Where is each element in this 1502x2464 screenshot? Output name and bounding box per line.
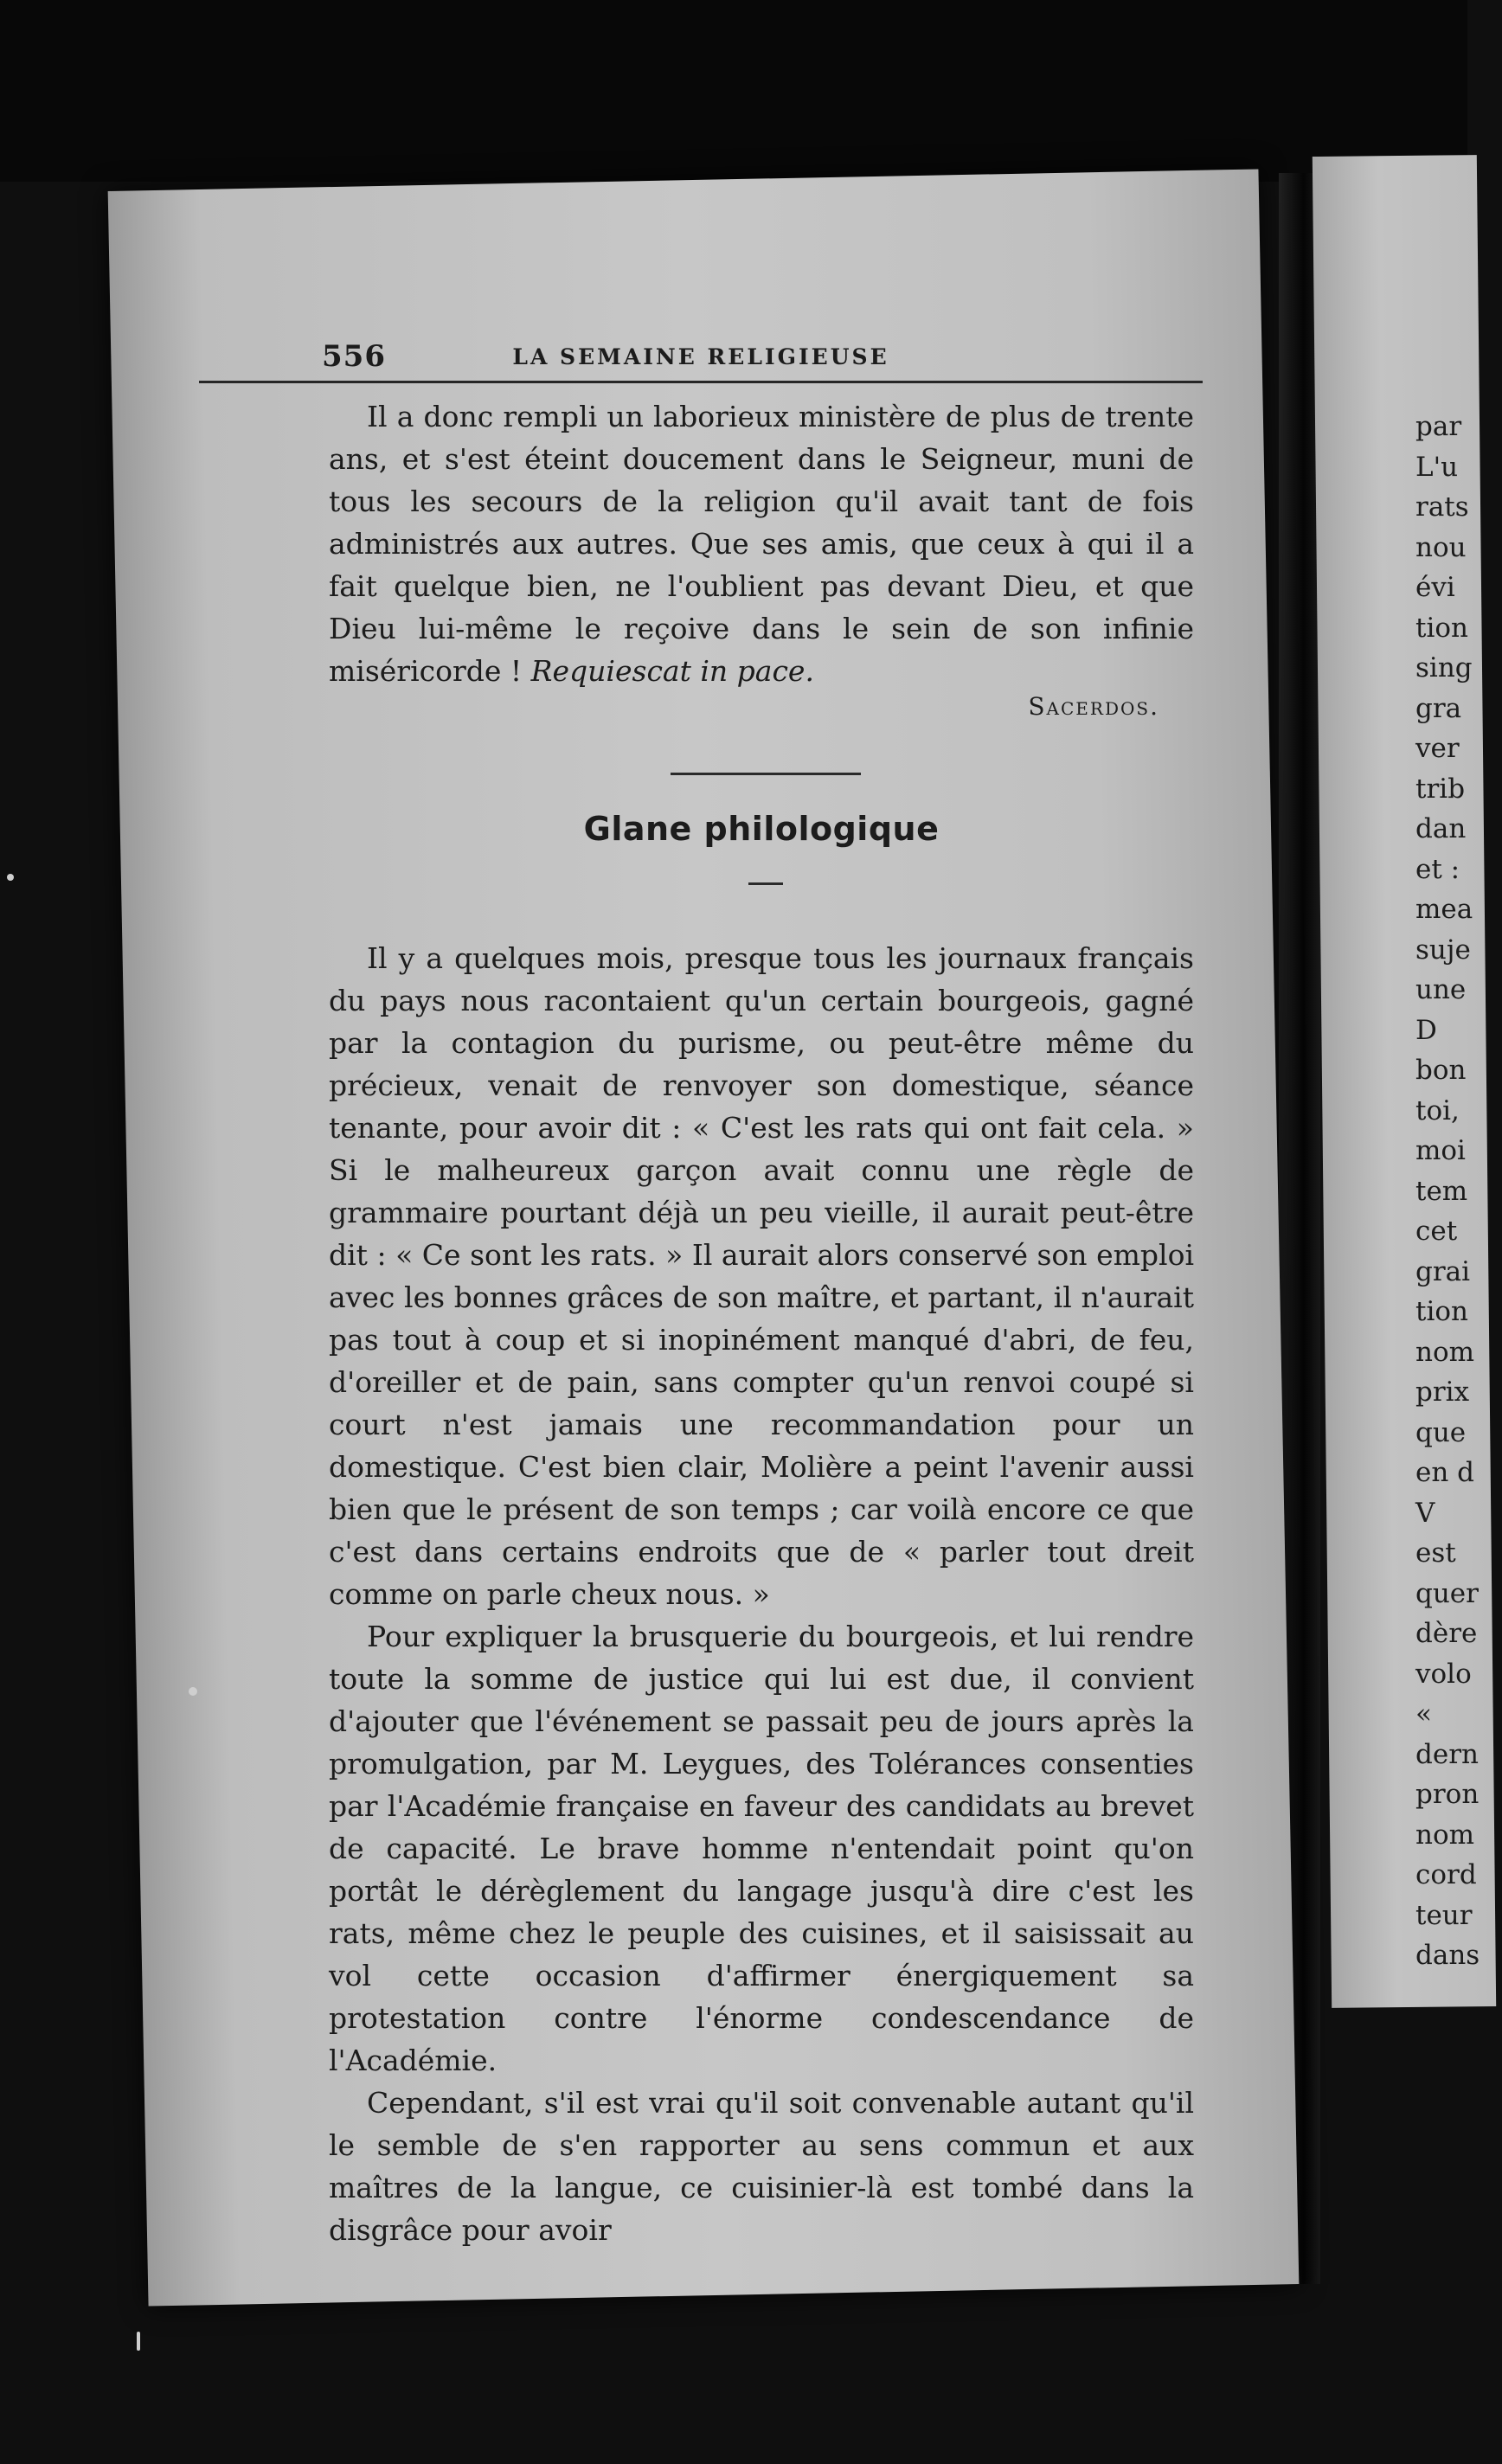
facing-line: teur <box>1415 1899 1473 1931</box>
facing-line: rats <box>1415 491 1469 523</box>
page-number: 556 <box>322 339 386 374</box>
article-body <box>329 937 1194 2251</box>
speck <box>189 1687 197 1696</box>
facing-line: toi, <box>1415 1094 1460 1126</box>
facing-line: bon <box>1415 1055 1467 1086</box>
article-paragraph-2: Pour expliquer la brusquerie du bourgeois, et lui rendre toute la somme de justice qui lui est due, il convient d'ajouter que l'événement se passait peu de jours après la promulgation, par M. Leygues, des Tolérances consenties par l'Académie française en faveur des candidats au brevet de capacité. Le brave homme n'entendait point qu'on portât le dérèglement du langage jusqu'à dire c'est les rats, même chez le peuple des cuisines, et il saisissait au vol cette occasion d'affirmer énergiquement sa protestation contre l'énorme condescendance de l'Académie. <box>329 1620 1194 2077</box>
facing-line: pron <box>1415 1779 1480 1810</box>
obituary-text: Il a donc rempli un laborieux ministère de plus de trente ans, et s'est éteint doucement dans le Seigneur, muni de tous les secours de la religion qu'il avait tant de fois administrés aux autres. Que ses amis, que ceux à qui il a fait quelque bien, ne l'oublient pas devant Dieu, et que Dieu lui-même le reçoive dans le sein de son infinie miséricorde ! <box>329 400 1194 688</box>
facing-line: « <box>1415 1698 1432 1729</box>
facing-line: et : <box>1415 853 1460 885</box>
microfilm-border <box>0 0 1467 182</box>
speck <box>7 874 14 881</box>
facing-line: évi <box>1415 572 1455 603</box>
facing-line: dan <box>1415 813 1467 844</box>
facing-line: L'u <box>1415 451 1459 483</box>
section-divider <box>671 773 861 775</box>
facing-line: que <box>1415 1416 1467 1448</box>
facing-line: gra <box>1415 692 1462 724</box>
facing-line: grai <box>1415 1255 1471 1287</box>
facing-line: est <box>1415 1537 1456 1569</box>
facing-line: volo <box>1415 1658 1472 1690</box>
scratch <box>137 2332 140 2351</box>
obituary-paragraph <box>329 395 1194 692</box>
running-head <box>199 329 1203 383</box>
facing-line: dans <box>1415 1940 1480 1971</box>
article-title: Glane philologique <box>583 810 940 848</box>
facing-line: prix <box>1415 1376 1470 1408</box>
signature: Sacerdos. <box>1028 692 1159 721</box>
facing-line: nou <box>1415 531 1467 563</box>
facing-line: D <box>1415 1014 1437 1046</box>
facing-page-text <box>1415 407 1502 1976</box>
article-paragraph-1: Il y a quelques mois, presque tous les journaux français du pays nous racontaient qu'un certain bourgeois, gagné par la contagion du purisme, ou peut-être même du précieux, venait de renvoyer son domestique, séance tenante, pour avoir dit : « C'est les rats qui ont fait cela. » Si le malheureux garçon avait connu une règle de grammaire pourtant déjà un peu vieille, il aurait peut-être dit : « Ce sont les rats. » Il aurait alors conservé son emploi avec les bonnes grâces de son maître, et partant, il n'aurait pas tout à coup et si inopinément manqué d'abri, de feu, d'oreiller et de pain, sans compter qu'un renvoi coupé si court n'est jamais une recommandation pour un domestique. C'est bien clair, Molière a peint l'avenir aussi bien que le présent de son temps ; car voilà encore ce que c'est dans certains endroits que de « parler tout dreit comme on parle cheux nous. » <box>329 941 1194 1611</box>
facing-line: suje <box>1415 934 1471 966</box>
facing-line: quer <box>1415 1577 1479 1609</box>
journal-title: LA SEMAINE RELIGIEUSE <box>512 344 889 369</box>
facing-line: une <box>1415 974 1467 1005</box>
facing-line: nom <box>1415 1336 1475 1368</box>
facing-line: par <box>1415 411 1462 442</box>
facing-line: trib <box>1415 773 1466 805</box>
facing-line: tion <box>1415 1296 1469 1327</box>
facing-line: dère <box>1415 1618 1478 1649</box>
facing-line: cord <box>1415 1859 1477 1890</box>
facing-line: sing <box>1415 652 1473 683</box>
facing-line: en d <box>1415 1457 1475 1488</box>
facing-line: mea <box>1415 894 1473 925</box>
facing-line: tion <box>1415 612 1469 644</box>
facing-line: V <box>1415 1497 1435 1529</box>
facing-line: nom <box>1415 1819 1475 1851</box>
page-content <box>199 329 1203 2251</box>
requiescat-text: Requiescat in pace. <box>530 654 814 688</box>
facing-line: tem <box>1415 1175 1468 1207</box>
title-dash <box>748 882 783 885</box>
article-paragraph-3: Cependant, s'il est vrai qu'il soit convenable autant qu'il le semble de s'en rapporter au sens commun et aux maîtres de la langue, ce cuisinier-là est tombé dans la disgrâce pour avoir <box>329 2086 1194 2247</box>
facing-line: dern <box>1415 1738 1479 1770</box>
facing-line: ver <box>1415 733 1460 764</box>
facing-line: cet <box>1415 1216 1458 1247</box>
facing-line: moi <box>1415 1135 1466 1166</box>
